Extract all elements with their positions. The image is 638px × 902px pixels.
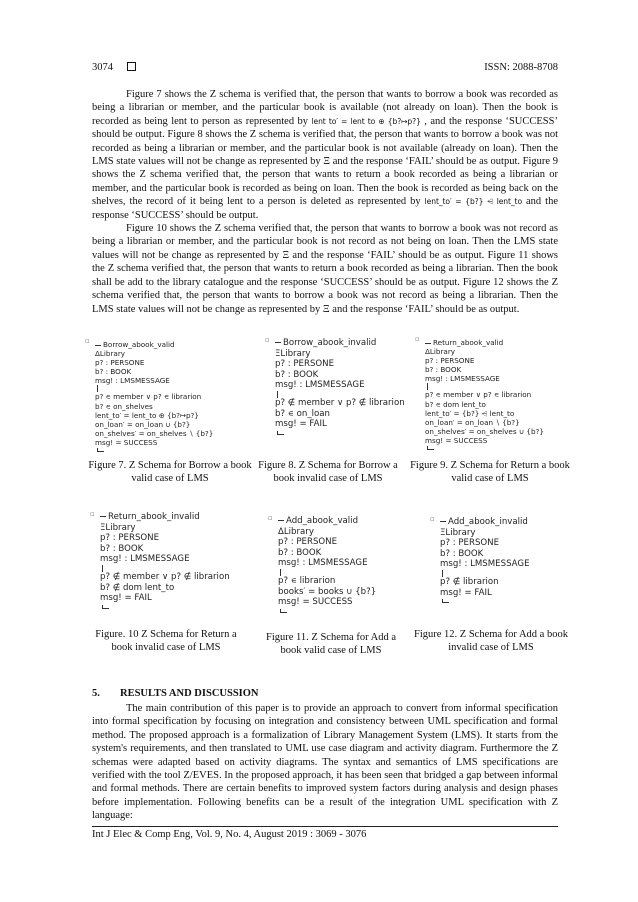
text-run: , and the response ‘SUCCESS’ should be output. Figure 8 shows the Z schema is verified that, the person that wants to borrow a book was not recorded as being a librarian or member, and the particular book is not available (already on loan). Then the LMS state values will not be change as represented by Ξ and the response ‘FAIL’ should be as output. Figure 9 shows the Z schema verified that, the person that wants to return a book recorded as being a librarian or member, and the particular book is recorded as being on loan. Then the book is recorded as being back on the shelves, the record of it being lent to a person is deleted as represented by (92, 115, 558, 208)
schema-declaration: p? : PERSONE (425, 356, 475, 366)
schema-declaration: ΞLibrary (275, 348, 311, 359)
figure-11-caption: Figure 11. Z Schema for Add a book valid case of LMS (266, 632, 396, 657)
schema-name: Return_abook_valid (433, 338, 504, 347)
schema-name-line (278, 516, 376, 527)
schema-declaration: p? : PERSONE (275, 359, 335, 370)
schema-declaration: msg! : LMSMESSAGE (278, 558, 368, 569)
z-schema-borrow-valid (85, 337, 214, 452)
schema-declaration: msg! : LMSMESSAGE (95, 376, 170, 386)
figure-10-caption: Figure. 10 Z Schema for Return a book invalid case of LMS (95, 629, 237, 654)
schema-top-rule (95, 345, 101, 346)
schema-predicate: p? ∊ member ∨ p? ∊ librarion (95, 392, 202, 402)
body-text (92, 88, 558, 316)
schema-name: Borrow_abook_invalid (283, 338, 377, 348)
schema-declaration: b? : BOOK (440, 548, 484, 559)
schema-declaration: p? : PERSONE (100, 533, 160, 544)
schema-predicate: p? ∊ member ∨ p? ∊ librarion (425, 390, 532, 400)
schema-declaration: msg! : LMSMESSAGE (275, 380, 365, 391)
schema-name: Return_abook_invalid (108, 512, 200, 522)
schema-declaration: ΔLibrary (425, 347, 456, 357)
schema-predicate: b? ∉ dom lent_to (100, 582, 175, 593)
schema-divider (277, 391, 405, 398)
schema-declaration: b? : BOOK (275, 369, 319, 380)
schema-end-marker (102, 605, 109, 609)
schema-name: Borrow_abook_valid (103, 340, 175, 349)
schema-predicate: lent_to′ = lent_to ⊕ {b?↦p?} (95, 410, 199, 420)
schema-predicate: books′ = books ∪ {b?} (278, 586, 377, 597)
schema-declaration: b? : BOOK (100, 543, 144, 554)
schema-declaration: ΔLibrary (278, 526, 314, 537)
schema-end-marker (277, 431, 284, 435)
schema-declaration: p? : PERSONE (95, 358, 145, 368)
schema-divider (97, 385, 213, 392)
z-schema-return-valid (415, 335, 544, 450)
schema-marker-icon: ▫ (90, 510, 95, 518)
schema-predicate: msg! = SUCCESS (425, 435, 488, 445)
schema-top-rule (275, 342, 281, 343)
section-paragraph: The main contribution of this paper is to provide an approach to convert from informal specification into formal specification by focusing on integration and consistency between UML specification and formal method. The proposed approach is a formalization of Library Management System (LMS). It starts from the system's requirements, and then translated to UML use case diagram and activity diagram. Furthermore the Z schemas were adapted based on activity diagrams. The syntax and semantics of LMS specifications are verified with the tool Z/EVES. In the proposed approach, it has been seen that bridged a gap between informal and formal methods. There are certain benefits to improved system factors during analysis and design phases before implementation. Following benefits can be a result of the integration UML specification with Z language: (92, 703, 558, 822)
page-number: 3074 (92, 62, 113, 73)
figure-8-caption: Figure 8. Z Schema for Borrow a book invalid case of LMS (258, 460, 398, 485)
text-run: and the response ‘SUCCESS’ should be output. (92, 196, 558, 221)
schema-declaration: ΞLibrary (440, 527, 476, 538)
schema-divider (102, 565, 230, 572)
schema-marker-icon: ▫ (430, 515, 435, 523)
schema-predicate: p? ∉ librarion (440, 576, 499, 587)
z-schema-borrow-invalid (265, 336, 405, 435)
schema-predicate: msg! = FAIL (440, 587, 492, 598)
schema-name-line (425, 338, 544, 347)
text-run: Figure 10 shows the Z schema verified that, the person that wants to borrow a book was not record as being a librarian or member, and the particular book is not record as not being on loan. Then the LMS state values will not be change as represented by Ξ and the response ‘FAIL’ should be as output. Figure 11 shows the Z schema verified that, the person that wants to return a book recorded as being a librarian. Then the book shall be add to the library catalogue and the response ‘SUCCESS’ should be as output. Figure 12 shows the Z schema verified that, the person that wants to borrow a book was not record as being a librarian. Then the LMS state values will not be change as represented by Ξ and the response ‘FAIL’ should be as output. (92, 223, 558, 315)
schema-marker-icon: ▫ (85, 337, 90, 345)
section-heading (92, 688, 259, 699)
schema-name-line (95, 340, 213, 349)
issn: ISSN: 2088-8708 (484, 62, 558, 73)
schema-end-marker (280, 609, 287, 613)
text-run: Figure 7 shows the Z schema is verified that, the person that wants to borrow a book was recorded as being a librarian or member, and the particular book is available (not already on loan). Then the book is recorded as being lent to person as represented by (92, 89, 558, 127)
schema-name: Add_abook_invalid (448, 517, 528, 527)
schema-predicate: msg! = FAIL (100, 593, 152, 604)
schema-predicate: b? ∊ on_shelves (95, 401, 153, 411)
section-number: 5. (92, 688, 100, 699)
schema-predicate: on_shelves′ = on_shelves ∪ {b?} (425, 426, 544, 436)
paragraph-2 (92, 222, 558, 316)
schema-predicate: on_loan′ = on_loan ∪ {b?} (95, 419, 191, 429)
schema-declaration: p? : PERSONE (440, 538, 500, 549)
schema-name-line (440, 517, 530, 528)
schema-name-line (275, 338, 405, 349)
footer-rule (92, 826, 558, 827)
schema-declaration: b? : BOOK (278, 547, 322, 558)
schema-divider (442, 570, 530, 577)
schema-end-marker (442, 599, 449, 603)
schema-declaration: ΞLibrary (100, 522, 136, 533)
schema-predicate: b? ∊ on_loan (275, 408, 331, 419)
schema-predicate: msg! = SUCCESS (278, 597, 353, 608)
schema-declaration: msg! : LMSMESSAGE (425, 374, 500, 384)
schema-predicate: p? ∊ librarion (278, 575, 336, 586)
schema-predicate: on_shelves′ = on_shelves ∖ {b?} (95, 428, 214, 438)
figure-9-caption: Figure 9. Z Schema for Return a book valid case of LMS (410, 460, 570, 485)
schema-name: Add_abook_valid (286, 516, 359, 526)
schema-declaration: p? : PERSONE (278, 537, 338, 548)
schema-predicate: b? ∊ dom lent_to (425, 399, 486, 409)
schema-divider (280, 569, 376, 576)
z-schema-add-invalid (430, 515, 530, 603)
schema-top-rule (425, 343, 431, 344)
schema-predicate: msg! = SUCCESS (95, 437, 158, 447)
schema-declaration: ΔLibrary (95, 349, 126, 359)
schema-declaration: b? : BOOK (425, 365, 462, 375)
schema-end-marker (427, 446, 434, 450)
schema-predicate: on_loan′ = on_loan ∖ {b?} (425, 417, 520, 427)
schema-marker-icon: ▫ (265, 336, 270, 344)
z-schema-add-valid (268, 514, 377, 613)
square-icon (127, 62, 136, 71)
schema-predicate: lent_to′ = {b?} ⩤ lent_to (425, 408, 515, 418)
schema-name-line (100, 512, 230, 523)
inline-z-expression: lent_to′ = {b?} ⩤ lent_to (424, 197, 522, 207)
page-number-group (92, 62, 136, 73)
schema-end-marker (97, 448, 104, 452)
schema-declaration: b? : BOOK (95, 367, 132, 377)
schema-marker-icon: ▫ (415, 335, 420, 343)
schema-top-rule (440, 521, 446, 522)
schema-top-rule (278, 520, 284, 521)
schema-predicate: p? ∉ member ∨ p? ∉ librarion (100, 571, 230, 582)
schema-top-rule (100, 516, 106, 517)
schema-predicate: p? ∉ member ∨ p? ∉ librarion (275, 397, 405, 408)
figure-7-caption: Figure 7. Z Schema for Borrow a book valid case of LMS (88, 460, 252, 485)
section-body (92, 702, 558, 823)
schema-declaration: msg! : LMSMESSAGE (100, 554, 190, 565)
paragraph-1 (92, 88, 558, 222)
figure-12-caption: Figure 12. Z Schema for Add a book invalid case of LMS (414, 629, 568, 654)
inline-z-expression: lent to′ = lent to ⊕ {b?↦p?} (311, 116, 421, 126)
schema-divider (427, 383, 544, 390)
z-schema-return-invalid (90, 510, 230, 609)
footer: Int J Elec & Comp Eng, Vol. 9, No. 4, August 2019 : 3069 - 3076 (92, 829, 367, 840)
section-title: RESULTS AND DISCUSSION (120, 688, 259, 699)
schema-declaration: msg! : LMSMESSAGE (440, 559, 530, 570)
schema-predicate: msg! = FAIL (275, 419, 327, 430)
schema-marker-icon: ▫ (268, 514, 273, 522)
